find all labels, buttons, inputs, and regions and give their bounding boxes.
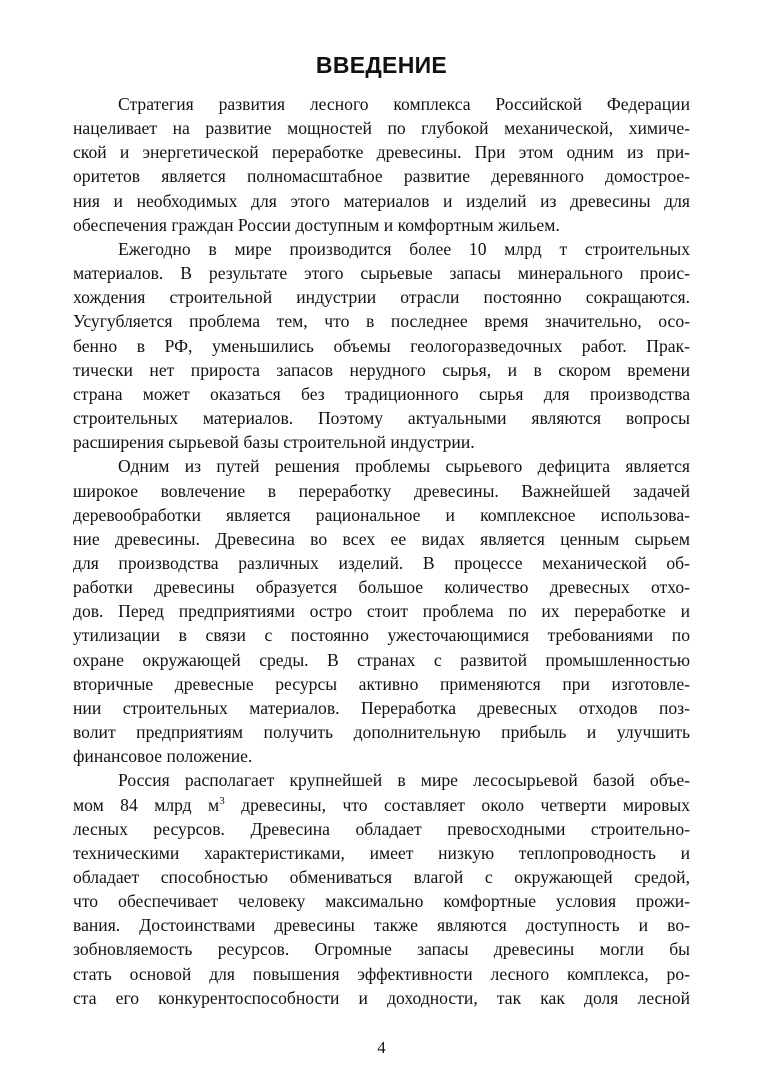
text-line: обладает способностью обмениваться влагой с окружающей средой, xyxy=(73,867,690,887)
text-line: нацеливает на развитие мощностей по глубокой механической, химиче- xyxy=(73,118,690,139)
text-line: Одним из путей решения проблемы сырьевого дефицита является xyxy=(118,456,690,477)
paragraph-2 xyxy=(73,237,690,454)
text-line: финансовое положение. xyxy=(73,746,253,767)
text-line: охране окружающей среды. В странах с развитой промышленностью xyxy=(73,649,690,670)
text-line: расширения сырьевой базы строительной индустрии. xyxy=(73,432,475,453)
text-line: строительных материалов. Поэтому актуальными являются вопросы xyxy=(73,408,690,429)
text-line: волит предприятиям получить дополнительную прибыль и улучшить xyxy=(73,722,690,743)
page-number: 4 xyxy=(377,1038,386,1057)
text-line: материалов. В результате этого сырьевые запасы минерального проис- xyxy=(73,263,690,284)
text-line: Ежегодно в мире производится более 10 млрд т строительных xyxy=(118,238,690,259)
text-line: нии строительных материалов. Переработка древесных отходов поз- xyxy=(73,697,690,718)
text-segment: древесины, что составляет около четверти мировых xyxy=(224,794,690,815)
text-line: работки древесины образуется большое количество древесных отхо- xyxy=(73,577,690,598)
text-line: для производства различных изделий. В процессе механической об- xyxy=(73,552,690,573)
text-line: хождения строительной индустрии отрасли постоянно сокращаются. xyxy=(73,287,690,308)
text-line: что обеспечивает человеку максимально комфортные условия прожи- xyxy=(73,891,690,912)
page-title: ВВЕДЕНИЕ xyxy=(315,52,448,78)
text-line: ния и необходимых для этого материалов и изделий из древесины для xyxy=(73,190,690,211)
text-line: зобновляемость ресурсов. Огромные запасы древесины могли бы xyxy=(73,939,690,960)
text-line: утилизации в связи с постоянно ужесточающимися требованиями по xyxy=(73,625,690,646)
text-line: вторичные древесные ресурсы активно применяются при изготовле- xyxy=(73,673,690,694)
text-line: страна может оказаться без традиционного сырья для производства xyxy=(73,383,690,404)
paragraph-1 xyxy=(73,92,690,237)
superscript-exponent: 3 xyxy=(219,794,225,807)
text-line: ста его конкурентоспособности и доходности, так как доля лесной xyxy=(73,987,690,1008)
text-line: стать основой для повышения эффективности лесного комплекса, ро- xyxy=(73,963,690,984)
text-line: Россия располагает крупнейшей в мире лесосырьевой базой объе- xyxy=(118,770,690,791)
text-line: вания. Достоинствами древесины также являются доступность и во- xyxy=(73,915,690,936)
text-line: бенно в РФ, уменьшились объемы геологоразведочных работ. Прак- xyxy=(73,335,690,356)
paragraph-4 xyxy=(73,768,690,1010)
text-line: широкое вовлечение в переработку древесины. Важнейшей задачей xyxy=(73,480,690,501)
paragraph-3 xyxy=(73,454,690,768)
text-line-with-superscript xyxy=(73,793,690,817)
text-line: Усугубляется проблема тем, что в последнее время значительно, осо- xyxy=(73,311,690,332)
text-line: лесных ресурсов. Древесина обладает превосходными строительно- xyxy=(73,818,690,839)
document-page xyxy=(73,52,690,1010)
text-line: тически нет прироста запасов нерудного сырья, и в скором времени xyxy=(73,359,690,380)
text-line: деревообработки является рациональное и комплексное использова- xyxy=(73,504,690,525)
text-line: обеспечения граждан России доступным и комфортным жильем. xyxy=(73,214,560,235)
text-line: ской и энергетической переработке древесины. При этом одним из при- xyxy=(73,142,690,163)
text-line: Стратегия развития лесного комплекса Российской Федерации xyxy=(118,94,690,114)
text-segment: мом 84 млрд м xyxy=(73,794,220,815)
text-line: техническими характеристиками, имеет низкую теплопроводность и xyxy=(73,842,690,863)
text-line: дов. Перед предприятиями остро стоит проблема по их переработке и xyxy=(73,601,690,622)
text-line: ние древесины. Древесина во всех ее видах является ценным сырьем xyxy=(73,528,690,549)
text-line: оритетов является полномасштабное развитие деревянного домострое- xyxy=(73,166,690,187)
